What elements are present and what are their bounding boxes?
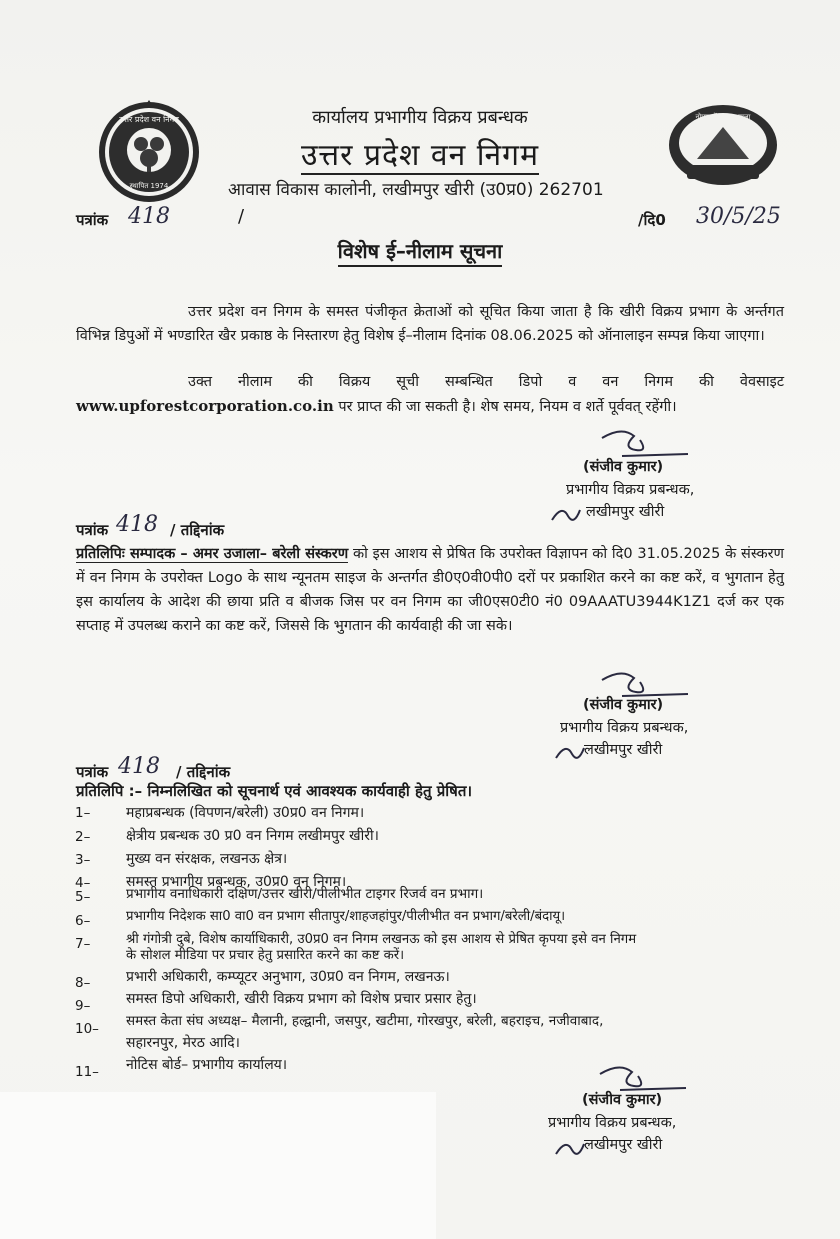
signature-designation-3: प्रभागीय विक्रय प्रबन्धक, (548, 1115, 677, 1131)
ref1-number: 418 (128, 204, 170, 229)
signature-designation-2: प्रभागीय विक्रय प्रबन्धक, (560, 720, 689, 736)
logo-left-text: उत्तर प्रदेश वन निगम (119, 115, 179, 124)
list-item-number: 8– (75, 975, 91, 991)
list-item: मुख्य वन संरक्षक, लखनऊ क्षेत्र। (126, 851, 288, 867)
list-item-number: 9– (75, 998, 91, 1014)
list-item-number: 1– (75, 805, 91, 821)
org-name (0, 133, 840, 174)
copy1-label: प्रतिलिपिः सम्पादक – अमर उजाला– बरेली संस्करण (76, 546, 349, 562)
list-item: श्री गंगोत्री दुबे, विशेष कार्याधिकारी, उ0प्र0 वन निगम लखनऊ को इस आशय से प्रेषित कृपया इसे वन निगम (126, 932, 637, 947)
body-p2-post: पर प्राप्त की जा सकती है। शेष समय, नियम व शर्ते पूर्ववत् रहेंगी। (338, 399, 677, 415)
ref2-number: 418 (116, 512, 158, 537)
website-link[interactable]: www.upforestcorporation.co.in (76, 397, 334, 415)
initials-scribble-2 (552, 740, 588, 766)
office-address: आवास विकास कालोनी, लखीमपुर खीरी (उ0प्र0) 262701 (228, 180, 604, 200)
list-item: समस्त केता संघ अध्यक्ष– मैलानी, हल्द्वानी, जसपुर, खटीमा, गोरखपुर, बरेली, बहराइच, नजीवाबाद, (126, 1013, 604, 1029)
ref3-number: 418 (118, 754, 160, 779)
initials-scribble-1 (548, 502, 584, 528)
ref2-suffix: / तद्दिनांक (170, 521, 225, 539)
body-p2-pre: उक्त नीलाम की विक्रय सूची सम्बन्धित डिपो व वन निगम की वेवसाइट (188, 374, 784, 390)
list-item-continuation: के सोशल मीडिया पर प्रचार हेतु प्रसारित करने का कष्ट करें। (126, 948, 405, 963)
notice-title (0, 237, 840, 264)
logo-left-year: स्थापित 1974 (129, 182, 169, 190)
list-item-number: 5– (75, 889, 91, 905)
list-item-number: 7– (75, 936, 91, 952)
list-item-continuation: सहारनपुर, मेरठ आदि। (126, 1035, 240, 1051)
ref1-label: पत्रांक (76, 211, 109, 229)
list-item: क्षेत्रीय प्रबन्धक उ0 प्र0 वन निगम लखीमपुर खीरी। (126, 828, 379, 844)
signature-place-3: लखीमपुर खीरी (584, 1137, 663, 1153)
body-paragraph-1: उत्तर प्रदेश वन निगम के समस्त पंजीकृत क्रेताओं को सूचित किया जाता है कि खीरी विक्रय प्रभाग के अर्न्तगत विभिन्न डिपुओं में भण्डारित खैर प्रकाष्ठ के निस्तारण हेतु विशेष ई–नीलाम दिनांक 08.06.2025 को ऑनालाइन सम्पन्न किया जाएगा। (76, 304, 784, 344)
list-item: समस्त डिपो अधिकारी, खीरी विक्रय प्रभाग को विशेष प्रचार प्रसार हेतु। (126, 991, 477, 1007)
list-item-number: 2– (75, 829, 91, 845)
copy-paragraph-1 (76, 542, 784, 638)
body-paragraph-2 (76, 370, 784, 419)
copy1-text: को इस आशय से प्रेषित कि उपरोक्त विज्ञापन को दि0 31.05.2025 के संस्करण में वन निगम के उपरोक्त Logo के साथ न्यूनतम साइज के अन्तर्गत डी0ए0वी0पी0 दरों पर प्रकाशित करने का कष्ट करें, व भुगतान हेतु इस कार्यालय के आदेश की छाया प्रति व बीजक जिस पर वन निगम का जी0एस0टी0 नं0 09AAATU3944K1Z1 दर्ज कर एक सप्ताह में उपलब्ध कराने का कष्ट करें, जिससे कि भुगतान की कार्यवाही की जा सके। (76, 546, 785, 634)
logo-right-text: नोएडा फ्रेंड बहुत वाला (695, 113, 751, 121)
initials-scribble-3 (552, 1136, 588, 1162)
signature-name-2: (संजीव कुमार) (583, 697, 664, 713)
signature-place-2: लखीमपुर खीरी (584, 742, 663, 758)
list-item: महाप्रबन्धक (विपणन/बरेली) उ0प्र0 वन निगम। (126, 805, 365, 821)
ref2-label: पत्रांक (76, 521, 109, 539)
list-item-number: 10– (75, 1021, 99, 1037)
list-item: नोटिस बोर्ड– प्रभागीय कार्यालय। (126, 1057, 288, 1073)
ref3-label: पत्रांक (76, 763, 109, 781)
list-item: प्रभागीय वनाधिकारी दक्षिण/उत्तर खीरी/पीलीभीत टाइगर रिजर्व वन प्रभाग। (126, 886, 484, 902)
list-item-number: 6– (75, 913, 91, 929)
blank-patch (0, 1092, 436, 1239)
signature-name-3: (संजीव कुमार) (582, 1092, 663, 1108)
org-name-text: उत्तर प्रदेश वन निगम (300, 138, 540, 173)
list-item: समस्त प्रभागीय प्रबन्धक, उ0प्र0 वन निगम। (126, 874, 347, 890)
ref1-slash: / (238, 206, 245, 227)
list-item-number: 11– (75, 1064, 99, 1080)
ref1-date-label: /दि0 (638, 211, 666, 229)
list-item: प्रभारी अधिकारी, कम्प्यूटर अनुभाग, उ0प्र0 वन निगम, लखनऊ। (126, 969, 450, 985)
office-name: कार्यालय प्रभागीय विक्रय प्रबन्धक (312, 107, 528, 128)
list-item-number: 4– (75, 875, 91, 891)
copy2-label: प्रतिलिपि :– निम्नलिखित को सूचनार्थ एवं आवश्यक कार्यवाही हेतु प्रेषित। (76, 782, 473, 800)
ref1-date: 30/5/25 (696, 204, 781, 229)
list-item-number: 3– (75, 852, 91, 868)
signature-designation-1: प्रभागीय विक्रय प्रबन्धक, (566, 482, 695, 498)
signature-name-1: (संजीव कुमार) (583, 459, 664, 475)
notice-title-text: विशेष ई–नीलाम सूचना (338, 239, 503, 267)
list-item: प्रभागीय निदेशक सा0 वा0 वन प्रभाग सीतापुर/शाहजहांपुर/पीलीभीत वन प्रभाग/बरेली/बंदायू। (126, 909, 566, 924)
ref3-suffix: / तद्दिनांक (176, 763, 231, 781)
signature-place-1: लखीमपुर खीरी (586, 504, 665, 520)
